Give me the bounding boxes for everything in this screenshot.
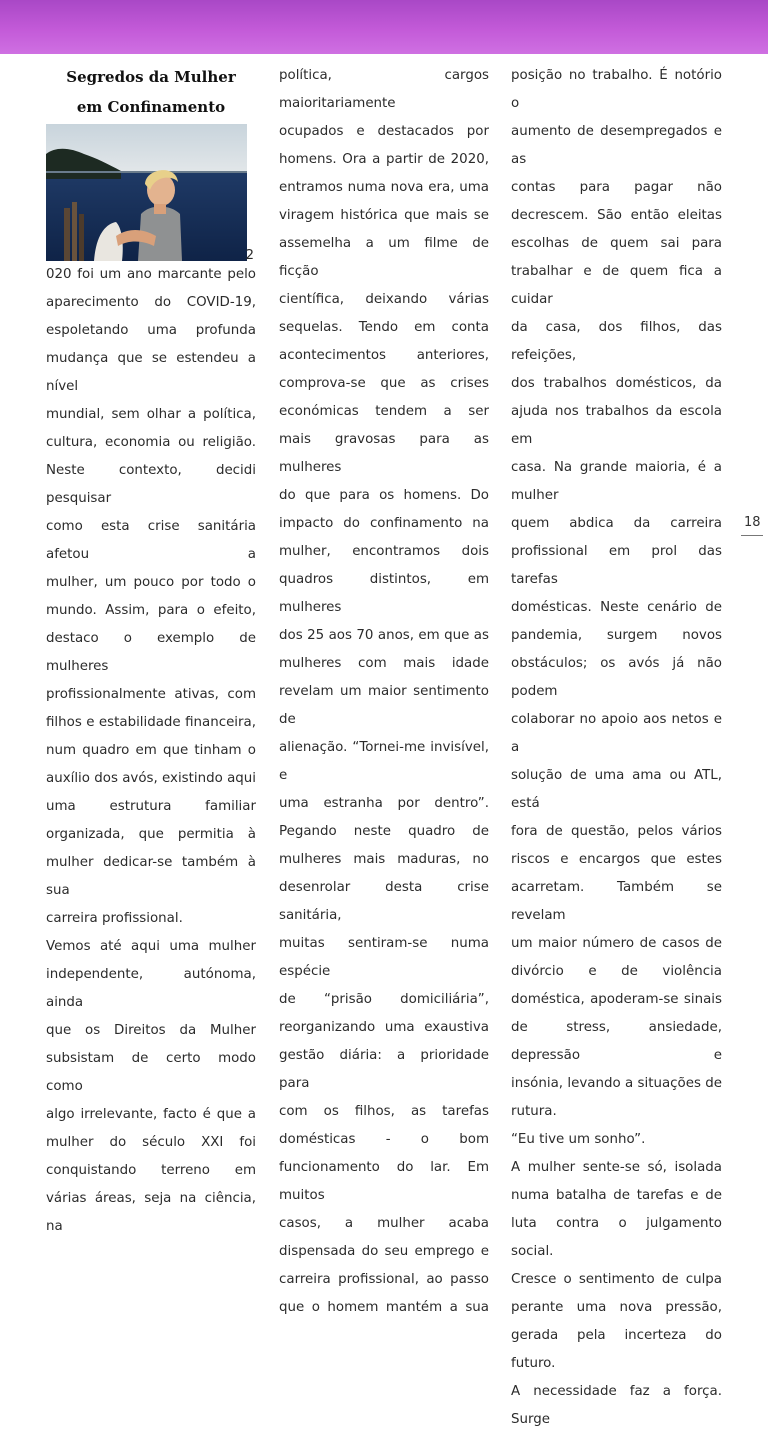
col3-line: aumento de desempregados e as <box>511 124 722 167</box>
col3-line: um maior número de casos de <box>511 936 722 951</box>
col3-line: escolhas de quem sai para <box>511 236 722 251</box>
col3-line: doméstica, apoderam-se sinais <box>511 992 722 1007</box>
col3-line: contas para pagar não <box>511 180 722 195</box>
col3-line: solução de uma ama ou ATL, está <box>511 768 722 811</box>
col3-line: divórcio e de violência <box>511 964 722 979</box>
col1-line: destaco o exemplo de mulheres <box>46 631 256 674</box>
col2-line: carreira profissional, ao passo <box>279 1272 489 1287</box>
col3-line: acarretam. Também se revelam <box>511 880 722 923</box>
col2-line: do que para os homens. Do <box>279 488 489 503</box>
col3-line: decrescem. São então eleitas <box>511 208 722 223</box>
article-column-2 <box>279 62 489 1322</box>
col1-line: várias áreas, seja na ciência, na <box>46 1191 256 1234</box>
col1-line: aparecimento do COVID-19, <box>46 295 256 310</box>
col2-line: desenrolar desta crise sanitária, <box>279 880 489 923</box>
col1-line: 020 foi um ano marcante pelo <box>46 267 256 282</box>
col1-line: como esta crise sanitária afetou a <box>46 519 256 562</box>
col3-line: de stress, ansiedade, depressão e <box>511 1020 722 1063</box>
col3-line: trabalhar e de quem fica a cuidar <box>511 264 722 307</box>
col2-line: que o homem mantém a sua <box>279 1300 489 1315</box>
col2-line: revelam um maior sentimento de <box>279 684 489 727</box>
article-column-1 <box>46 62 256 1241</box>
col1-line: independente, autónoma, ainda <box>46 967 256 1010</box>
col2-line: acontecimentos anteriores, <box>279 348 489 363</box>
title-line-2: em Confinamento <box>76 98 226 116</box>
title-line-1: Segredos da Mulher <box>66 68 236 86</box>
col2-line: entramos numa nova era, uma <box>279 180 489 195</box>
col3-line: A necessidade faz a força. Surge <box>511 1384 722 1427</box>
col1-line: que os Direitos da Mulher <box>46 1023 256 1038</box>
col3-line: perante uma nova pressão, <box>511 1300 722 1315</box>
col2-line: funcionamento do lar. Em muitos <box>279 1160 489 1203</box>
col1-line: subsistam de certo modo como <box>46 1051 256 1094</box>
col2-line: mais gravosas para as mulheres <box>279 432 489 475</box>
page-number-rule <box>741 535 763 536</box>
col1-line: cultura, economia ou religião. <box>46 435 256 450</box>
col2-line: comprova-se que as crises <box>279 376 489 391</box>
col3-line: fora de questão, pelos vários <box>511 824 722 839</box>
col1-line: conquistando terreno em <box>46 1163 256 1178</box>
col1-line: profissionalmente ativas, com <box>46 687 256 702</box>
col3-line: riscos e encargos que estes <box>511 852 722 867</box>
col1-line: algo irrelevante, facto é que a <box>46 1107 256 1122</box>
col3-line: insónia, levando a situações de <box>511 1076 722 1091</box>
col3-line: “Eu tive um sonho”. <box>511 1132 646 1147</box>
col3-line: numa batalha de tarefas e de <box>511 1188 722 1203</box>
col2-line: muitas sentiram-se numa espécie <box>279 936 489 979</box>
col3-line: posição no trabalho. É notório o <box>511 68 722 111</box>
col2-line: uma estranha por dentro”. <box>279 796 489 811</box>
col1-line: mulher do século XXI foi <box>46 1135 256 1150</box>
col3-line: casa. Na grande maioria, é a <box>511 460 722 475</box>
col2-line: quadros distintos, em mulheres <box>279 572 489 615</box>
col1-line: espoletando uma profunda <box>46 323 256 338</box>
col2-line: sequelas. Tendo em conta <box>279 320 489 335</box>
col2-line: dispensada do seu emprego e <box>279 1244 489 1259</box>
col3-line: gerada pela incerteza do futuro. <box>511 1328 722 1371</box>
col2-line: ocupados e destacados por <box>279 124 489 139</box>
col3-line: obstáculos; os avós já não podem <box>511 656 722 699</box>
col1-line: organizada, que permitia à <box>46 827 256 842</box>
header-band <box>0 0 768 54</box>
col2-line: científica, deixando várias <box>279 292 489 307</box>
col1-line: auxílio dos avós, existindo aqui <box>46 771 256 786</box>
col1-line: mulher dedicar-se também à sua <box>46 855 256 898</box>
col2-line: homens. Ora a partir de 2020, <box>279 152 489 167</box>
woman-lake-photo <box>46 124 247 261</box>
drop-cap-digit: 2 <box>245 248 254 263</box>
col3-line: dos trabalhos domésticos, da <box>511 376 722 391</box>
col3-line: profissional em prol das tarefas <box>511 544 722 587</box>
col3-line: quem abdica da carreira <box>511 516 722 531</box>
col2-line: mulheres com mais idade <box>279 656 489 671</box>
col1-line: filhos e estabilidade financeira, <box>46 715 256 730</box>
col2-line: política, cargos maioritariamente <box>279 68 489 111</box>
page-number: 18 <box>744 515 761 530</box>
col2-line: mulher, encontramos dois <box>279 544 489 559</box>
col2-line: dos 25 aos 70 anos, em que as <box>279 628 489 643</box>
col2-line: económicas tendem a ser <box>279 404 489 419</box>
col1-line: mundial, sem olhar a política, <box>46 407 256 422</box>
col3-line: Cresce o sentimento de culpa <box>511 1272 722 1287</box>
col2-line: Pegando neste quadro de <box>279 824 489 839</box>
col2-line: de “prisão domiciliária”, <box>279 992 489 1007</box>
col3-line: luta contra o julgamento social. <box>511 1216 722 1259</box>
col1-line: mundo. Assim, para o efeito, <box>46 603 256 618</box>
col1-line: Neste contexto, decidi pesquisar <box>46 463 256 506</box>
col1-line: carreira profissional. <box>46 911 183 926</box>
col1-line: mulher, um pouco por todo o <box>46 575 256 590</box>
col2-line: casos, a mulher acaba <box>279 1216 489 1231</box>
col2-line: domésticas - o bom <box>279 1132 489 1147</box>
col3-line: da casa, dos filhos, das refeições, <box>511 320 722 363</box>
col1-line: num quadro em que tinham o <box>46 743 256 758</box>
col3-line: domésticas. Neste cenário de <box>511 600 722 615</box>
col1-line: Vemos até aqui uma mulher <box>46 939 256 954</box>
col3-line: pandemia, surgem novos <box>511 628 722 643</box>
col2-line: assemelha a um filme de ficção <box>279 236 489 279</box>
photo-row <box>46 124 256 261</box>
col2-line: gestão diária: a prioridade para <box>279 1048 489 1091</box>
col2-line: viragem histórica que mais se <box>279 208 489 223</box>
col2-line: com os filhos, as tarefas <box>279 1104 489 1119</box>
article-title <box>46 62 256 122</box>
col3-line: A mulher sente-se só, isolada <box>511 1160 722 1175</box>
col3-line: mulher <box>511 488 559 503</box>
col3-line: colaborar no apoio aos netos e a <box>511 712 722 755</box>
col1-line: mudança que se estendeu a nível <box>46 351 256 394</box>
article-column-3 <box>511 62 722 1434</box>
col2-line: reorganizando uma exaustiva <box>279 1020 489 1035</box>
col2-line: alienação. “Tornei-me invisível, e <box>279 740 489 783</box>
col2-line: impacto do confinamento na <box>279 516 489 531</box>
col3-line: rutura. <box>511 1104 557 1119</box>
col3-line: ajuda nos trabalhos da escola em <box>511 404 722 447</box>
col2-line: mulheres mais maduras, no <box>279 852 489 867</box>
col1-line: uma estrutura familiar <box>46 799 256 814</box>
